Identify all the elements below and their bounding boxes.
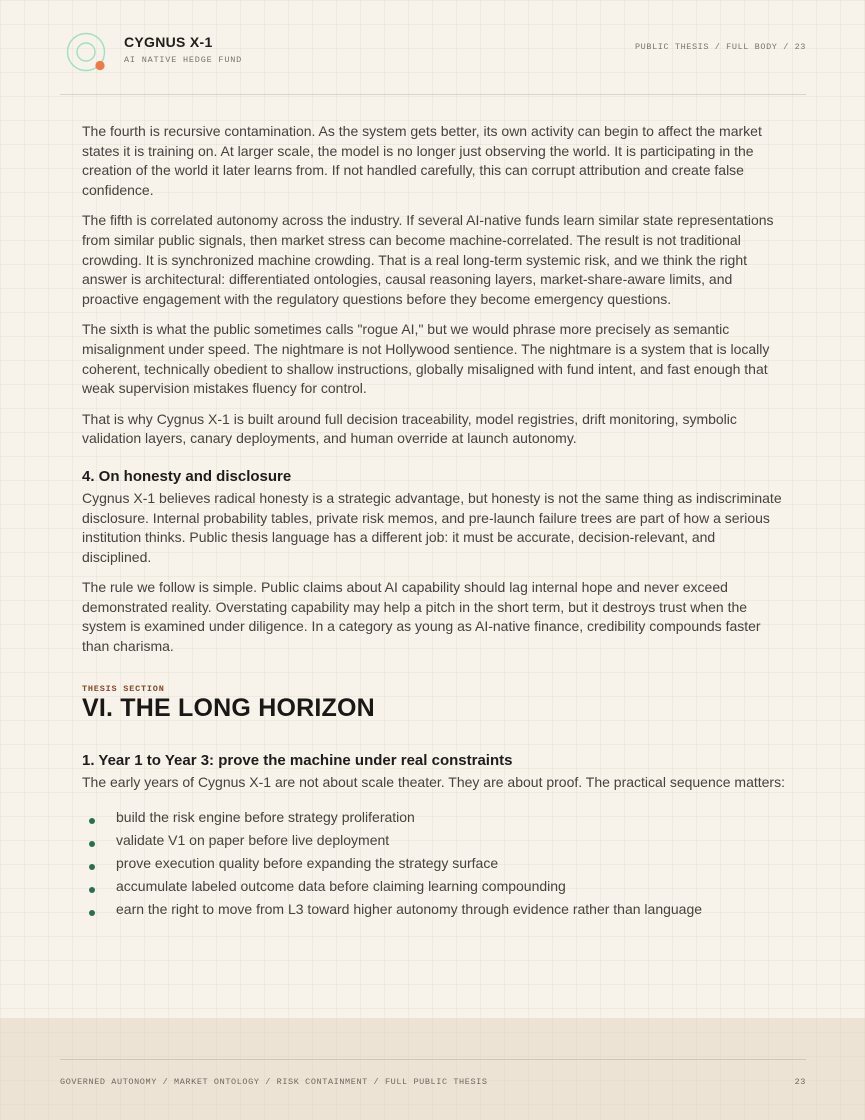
paragraph-public-claims-rule: The rule we follow is simple. Public claims about AI capability should lag internal hope and never exceed demonstrated reality. Overstating capability may help a pitch in the short term, but it destroys trust when the system is examined under diligence. In a category as young as AI-native finance, credibility compounds faster than charisma. xyxy=(82,579,761,655)
list-item xyxy=(82,806,786,829)
bullet-dot-icon xyxy=(89,841,95,847)
section-tag: THESIS SECTION xyxy=(82,683,165,694)
brand-name: CYGNUS X-1 xyxy=(124,34,213,50)
paragraph-traceability: That is why Cygnus X-1 is built around full decision traceability, model registries, drift monitoring, symbolic validation layers, canary deployments, and human override at launch autonomy. xyxy=(82,410,737,447)
list-item-text: validate V1 on paper before live deployment xyxy=(116,832,390,849)
list-item-text: build the risk engine before strategy proliferation xyxy=(116,809,415,826)
brand-subtitle: AI NATIVE HEDGE FUND xyxy=(124,55,243,65)
paragraph-early-years: The early years of Cygnus X-1 are not about scale theater. They are about proof. The practical sequence matters: xyxy=(82,773,785,790)
footer-label: GOVERNED AUTONOMY / MARKET ONTOLOGY / RISK CONTAINMENT / FULL PUBLIC THESIS xyxy=(60,1077,488,1087)
heading-honesty-disclosure: 4. On honesty and disclosure xyxy=(82,467,292,485)
list-item xyxy=(82,875,786,898)
footer-divider xyxy=(60,1059,806,1060)
footer-band xyxy=(0,1018,865,1120)
paragraph-radical-honesty: Cygnus X-1 believes radical honesty is a strategic advantage, but honesty is not the same thing as indiscriminate disclosure. Internal probability tables, private risk memos, and pre-launch failure trees are part of how a serious institution thinks. Public thesis language has a different job: it must be accurate, decision-relevant, and disciplined. xyxy=(82,489,782,565)
header-page-label: PUBLIC THESIS / FULL BODY / 23 xyxy=(634,42,806,52)
practical-sequence-list xyxy=(82,806,786,921)
bullet-dot-icon xyxy=(89,910,95,916)
page-content xyxy=(82,122,786,921)
section-title: VI. THE LONG HORIZON xyxy=(82,693,375,722)
footer-page-number: 23 xyxy=(794,1077,806,1087)
list-item xyxy=(82,829,786,852)
heading-year-one-to-three: 1. Year 1 to Year 3: prove the machine under real constraints xyxy=(82,751,513,769)
list-item-text: earn the right to move from L3 toward higher autonomy through evidence rather than language xyxy=(116,901,703,918)
paragraph-recursive-contamination: The fourth is recursive contamination. As the system gets better, its own activity can begin to affect the market states it is training on. At larger scale, the model is no longer just observing the world. It is participating in the creation of the world it later learns from. If not handled carefully, this can corrupt attribution and create false confidence. xyxy=(82,123,762,198)
bullet-dot-icon xyxy=(89,887,95,893)
paragraph-correlated-autonomy: The fifth is correlated autonomy across the industry. If several AI-native funds learn similar state representations from similar public signals, then market stress can become machine-correlated. The result is not traditional crowding. It is synchronized machine crowding. That is a real long-term systemic risk, and we think the right answer is architectural: differentiated ontologies, causal reasoning layers, market-share-aware limits, and proactive engagement with the regulatory questions before they become emergency questions. xyxy=(82,212,774,307)
bullet-dot-icon xyxy=(89,818,95,824)
orbit-ring-icon xyxy=(66,32,106,72)
paragraph-semantic-misalignment: The sixth is what the public sometimes calls "rogue AI," but we would phrase more precisely as semantic misalignment under speed. The nightmare is not Hollywood sentience. The nightmare is a system that is locally coherent, technically obedient to shallow instructions, globally misaligned with fund intent, and fast enough that weak supervision mistakes fluency for control. xyxy=(82,321,770,397)
page-header xyxy=(60,30,806,95)
list-item-text: prove execution quality before expanding the strategy surface xyxy=(116,855,499,872)
bullet-dot-icon xyxy=(89,864,95,870)
list-item xyxy=(82,852,786,875)
list-item xyxy=(82,898,786,921)
list-item-text: accumulate labeled outcome data before claiming learning compounding xyxy=(116,878,566,895)
